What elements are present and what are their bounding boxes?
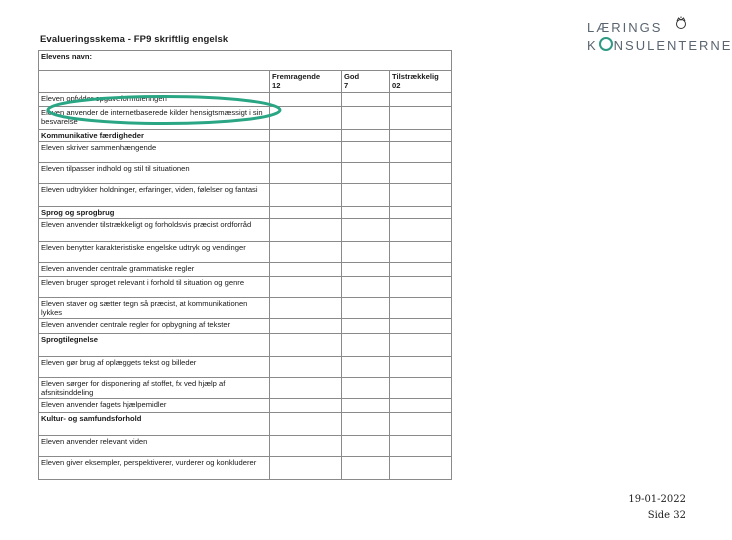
rating-cell-god (342, 207, 390, 219)
header-god (342, 71, 390, 93)
criterion-row (39, 184, 452, 207)
rating-cell-tilstraekkelig (390, 142, 452, 163)
criterion-text: Eleven benytter karakteristiske engelske udtryk og vendinger (39, 242, 270, 263)
section-heading-row (39, 130, 452, 142)
document-title: Evalueringsskema - FP9 skriftlig engelsk (40, 34, 229, 45)
rating-cell-tilstraekkelig (390, 93, 452, 107)
rating-cell-fremragende (270, 319, 342, 334)
laeringskonsulenterne-logo (585, 16, 732, 53)
rating-cell-fremragende (270, 184, 342, 207)
criterion-text: Eleven anvender de internetbaserede kilder hensigtsmæssigt i sin besvarelse (39, 107, 270, 130)
table-header-row (39, 71, 452, 93)
table-row-name (39, 51, 452, 71)
section-heading-row (39, 413, 452, 436)
section-heading: Sprogtilegnelse (39, 334, 270, 357)
rating-cell-tilstraekkelig (390, 277, 452, 298)
rating-cell-fremragende (270, 413, 342, 436)
criterion-row (39, 263, 452, 277)
criterion-text: Eleven skriver sammenhængende (39, 142, 270, 163)
rating-cell-god (342, 184, 390, 207)
rating-cell-god (342, 457, 390, 480)
criterion-text: Eleven udtrykker holdninger, erfaringer, viden, følelser og fantasi (39, 184, 270, 207)
rating-cell-fremragende (270, 436, 342, 457)
rating-cell-tilstraekkelig (390, 207, 452, 219)
rating-cell-tilstraekkelig (390, 378, 452, 399)
rating-cell-god (342, 319, 390, 334)
rating-cell-tilstraekkelig (390, 263, 452, 277)
criterion-text: Eleven anvender tilstrækkeligt og forholdsvis præcist ordforråd (39, 219, 270, 242)
ring-icon (599, 37, 613, 51)
rating-cell-fremragende (270, 277, 342, 298)
rating-cell-tilstraekkelig (390, 319, 452, 334)
criterion-row (39, 378, 452, 399)
rating-cell-tilstraekkelig (390, 298, 452, 319)
criterion-row (39, 436, 452, 457)
student-name-label: Elevens navn: (39, 51, 452, 71)
rating-cell-god (342, 107, 390, 130)
rating-cell-fremragende (270, 242, 342, 263)
rating-cell-fremragende (270, 142, 342, 163)
criterion-row (39, 219, 452, 242)
criterion-text: Eleven anvender fagets hjælpemidler (39, 399, 270, 413)
rating-cell-tilstraekkelig (390, 107, 452, 130)
criterion-row (39, 399, 452, 413)
column-label: Fremragende (272, 72, 321, 81)
rating-cell-fremragende (270, 263, 342, 277)
rating-cell-god (342, 298, 390, 319)
criterion-text: Eleven sørger for disponering af stoffet, fx ved hjælp af afsnitsinddeling (39, 378, 270, 399)
footer-date: 19-01-2022 (628, 494, 686, 505)
rating-cell-fremragende (270, 378, 342, 399)
rating-cell-god (342, 93, 390, 107)
rating-cell-fremragende (270, 130, 342, 142)
criterion-text: Eleven tilpasser indhold og stil til situationen (39, 163, 270, 184)
rating-cell-fremragende (270, 298, 342, 319)
header-tilstraekkelig (390, 71, 452, 93)
section-heading: Sprog og sprogbrug (39, 207, 270, 219)
column-label: Tilstrækkelig (392, 72, 439, 81)
criterion-row (39, 277, 452, 298)
logo-line-2-suffix: NSULENTERNE (613, 38, 732, 53)
criterion-row (39, 163, 452, 184)
rating-cell-god (342, 277, 390, 298)
rating-cell-fremragende (270, 357, 342, 378)
section-heading: Kultur- og samfundsforhold (39, 413, 270, 436)
rating-cell-tilstraekkelig (390, 163, 452, 184)
criterion-text: Eleven anvender relevant viden (39, 436, 270, 457)
criterion-row (39, 242, 452, 263)
criterion-row (39, 319, 452, 334)
column-value: 02 (392, 81, 401, 90)
criterion-text: Eleven giver eksempler, perspektiverer, vurderer og konkluderer (39, 457, 270, 480)
rating-cell-tilstraekkelig (390, 457, 452, 480)
column-label: God (344, 72, 360, 81)
rating-cell-tilstraekkelig (390, 184, 452, 207)
column-value: 7 (344, 81, 349, 90)
criterion-text: Eleven anvender centrale grammatiske regler (39, 263, 270, 277)
rating-cell-tilstraekkelig (390, 357, 452, 378)
logo-line-1: LÆRINGS (587, 20, 663, 35)
criterion-row (39, 142, 452, 163)
footer-page-number: Side 32 (647, 510, 686, 521)
criterion-row (39, 298, 452, 319)
rating-cell-fremragende (270, 207, 342, 219)
rating-cell-god (342, 219, 390, 242)
rating-cell-god (342, 436, 390, 457)
rating-cell-god (342, 142, 390, 163)
criterion-row (39, 357, 452, 378)
crown-icon (673, 16, 689, 30)
header-empty-cell (39, 71, 270, 93)
criterion-row (39, 457, 452, 480)
rating-cell-tilstraekkelig (390, 436, 452, 457)
rating-cell-god (342, 163, 390, 184)
rating-cell-tilstraekkelig (390, 413, 452, 436)
rating-cell-tilstraekkelig (390, 242, 452, 263)
rating-cell-god (342, 334, 390, 357)
highlight-oval (46, 94, 286, 128)
rating-cell-tilstraekkelig (390, 130, 452, 142)
rating-cell-fremragende (270, 219, 342, 242)
column-value: 12 (272, 81, 281, 90)
rating-cell-god (342, 413, 390, 436)
criterion-text: Eleven anvender centrale regler for opbygning af tekster (39, 319, 270, 334)
rating-cell-fremragende (270, 334, 342, 357)
rating-cell-god (342, 378, 390, 399)
criterion-text: Eleven staver og sætter tegn så præcist, at kommunikationen lykkes (39, 298, 270, 319)
rating-cell-tilstraekkelig (390, 399, 452, 413)
criterion-text: Eleven gør brug af oplæggets tekst og billeder (39, 357, 270, 378)
rating-cell-fremragende (270, 457, 342, 480)
section-heading-row (39, 207, 452, 219)
logo-line-2 (587, 37, 732, 54)
rating-cell-god (342, 130, 390, 142)
logo-line-2-prefix: K (587, 38, 598, 53)
section-heading: Kommunikative færdigheder (39, 130, 270, 142)
rating-cell-tilstraekkelig (390, 334, 452, 357)
header-fremragende (270, 71, 342, 93)
rating-cell-fremragende (270, 399, 342, 413)
rating-cell-god (342, 357, 390, 378)
criterion-text: Eleven opfylder opgaveformuleringen (39, 93, 270, 107)
rating-cell-god (342, 242, 390, 263)
rating-cell-fremragende (270, 163, 342, 184)
criterion-text: Eleven bruger sproget relevant i forhold til situation og genre (39, 277, 270, 298)
rating-cell-god (342, 399, 390, 413)
rating-cell-god (342, 263, 390, 277)
rating-cell-tilstraekkelig (390, 219, 452, 242)
section-heading-row (39, 334, 452, 357)
